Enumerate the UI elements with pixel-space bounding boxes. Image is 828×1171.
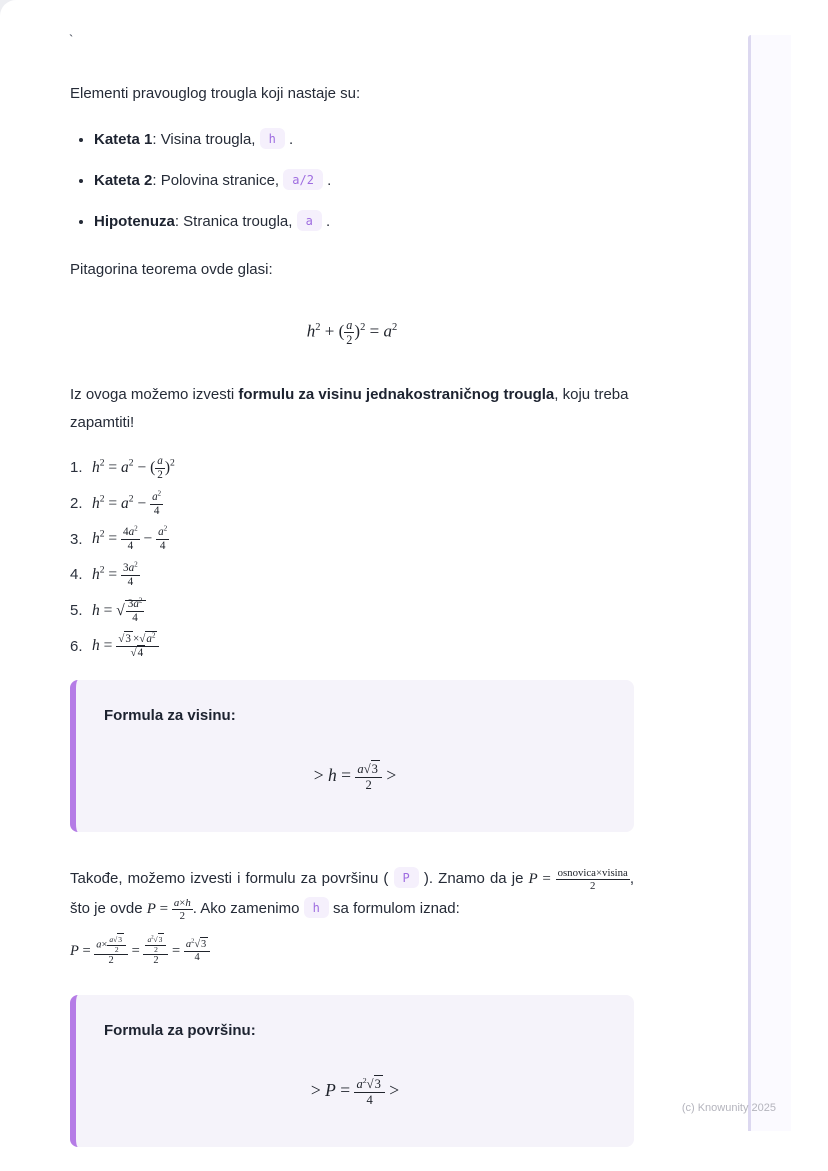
step-number: 1. — [70, 459, 83, 477]
area-formula: > P = $\frac{a^2√3}{4}$ > — [310, 1076, 400, 1107]
list-item-hipotenuza: • Hipotenuza: Stranica trougla, a . — [94, 210, 634, 234]
elements-heading: Elementi pravouglog trougla koji nastaje su: — [70, 85, 361, 102]
inline-code-chip: a/2 — [283, 169, 323, 190]
step-formula: h = $\frac{√3 \times√a^2}{√4}$ — [92, 633, 159, 660]
step-number: 2. — [70, 495, 83, 513]
derivation-step-1 — [70, 455, 634, 482]
step-number: 3. — [70, 530, 83, 548]
pythagoras-formula: $h^2$ + ( $\frac{a}{2}$ )$^2 = a^2$ — [306, 318, 398, 348]
area-formula-callout — [70, 995, 634, 1147]
inline-code-chip: h — [260, 128, 285, 149]
derivation-step-2 — [70, 491, 634, 518]
height-formula-callout — [70, 680, 634, 832]
area-derivation-chain — [70, 936, 634, 967]
pythagoras-lead: Pitagorina teorema ovde glasi: — [70, 261, 273, 278]
derivation-intro: Iz ovoga možemo izvesti formulu za visinu jednakostraničnog trougla, koju treba zapamtiti! — [70, 386, 629, 432]
derivation-steps — [70, 455, 634, 660]
callout-title: Formula za visinu: — [104, 707, 236, 725]
step-number: 5. — [70, 602, 83, 620]
area-paragraph: Takođe, možemo izvesti i formulu za površinu ( P ). Znamo da je P = $\frac{\text{osnovica×visina}}{2}$ , što je ovde P = $\frac{a\times h}{2}$ . Ako zamenimo h sa formulom iznad: — [70, 866, 635, 923]
step-number: 4. — [70, 566, 83, 584]
list-item-kateta-1: • Kateta 1: Visina trougla, h . — [94, 128, 634, 152]
list-item-kateta-2: • Kateta 2: Polovina stranice, a/2 . — [94, 169, 634, 193]
step-formula: $h^2 = a^2$ − $\frac{a^2}{4}$ — [92, 490, 162, 517]
step-formula: $h^2$ = $\frac{3a^2}{4}$ — [92, 561, 138, 588]
step-number: 6. — [70, 637, 83, 655]
step-formula: $h^2$ = $\frac{4a^2}{4}$ − $\frac{a^2}{4}$ — [92, 525, 168, 553]
derivation-step-3 — [70, 526, 634, 553]
next-page-edge — [748, 35, 791, 1131]
inline-code-chip: a — [297, 210, 322, 231]
derivation-step-5 — [70, 598, 634, 625]
footer-credit: (c) Knowunity 2025 — [681, 1102, 776, 1114]
derivation-step-4 — [70, 562, 634, 589]
chain-formula: P = a× $\frac{a√3}{2}$ 2 = $\frac{\frac{a^2√3}{2}}{2}$ = $\frac{a^2√3}{4}$ — [70, 943, 210, 959]
step-formula: $h^2 = a^2$ − ( $\frac{a}{2}$ )$^2$ — [92, 455, 175, 481]
stray-backtick: ` — [69, 32, 74, 47]
inline-code-chip: h — [304, 897, 329, 918]
step-formula: h = √ $\frac{3a^2}{4}$ — [92, 598, 146, 625]
callout-title: Formula za površinu: — [104, 1022, 256, 1040]
elements-list — [70, 128, 634, 234]
inline-code-chip: P — [394, 867, 419, 888]
height-formula: > h = $\frac{a√3}{2}$ > — [313, 762, 397, 792]
derivation-step-6 — [70, 633, 634, 660]
document-content — [70, 0, 634, 1147]
